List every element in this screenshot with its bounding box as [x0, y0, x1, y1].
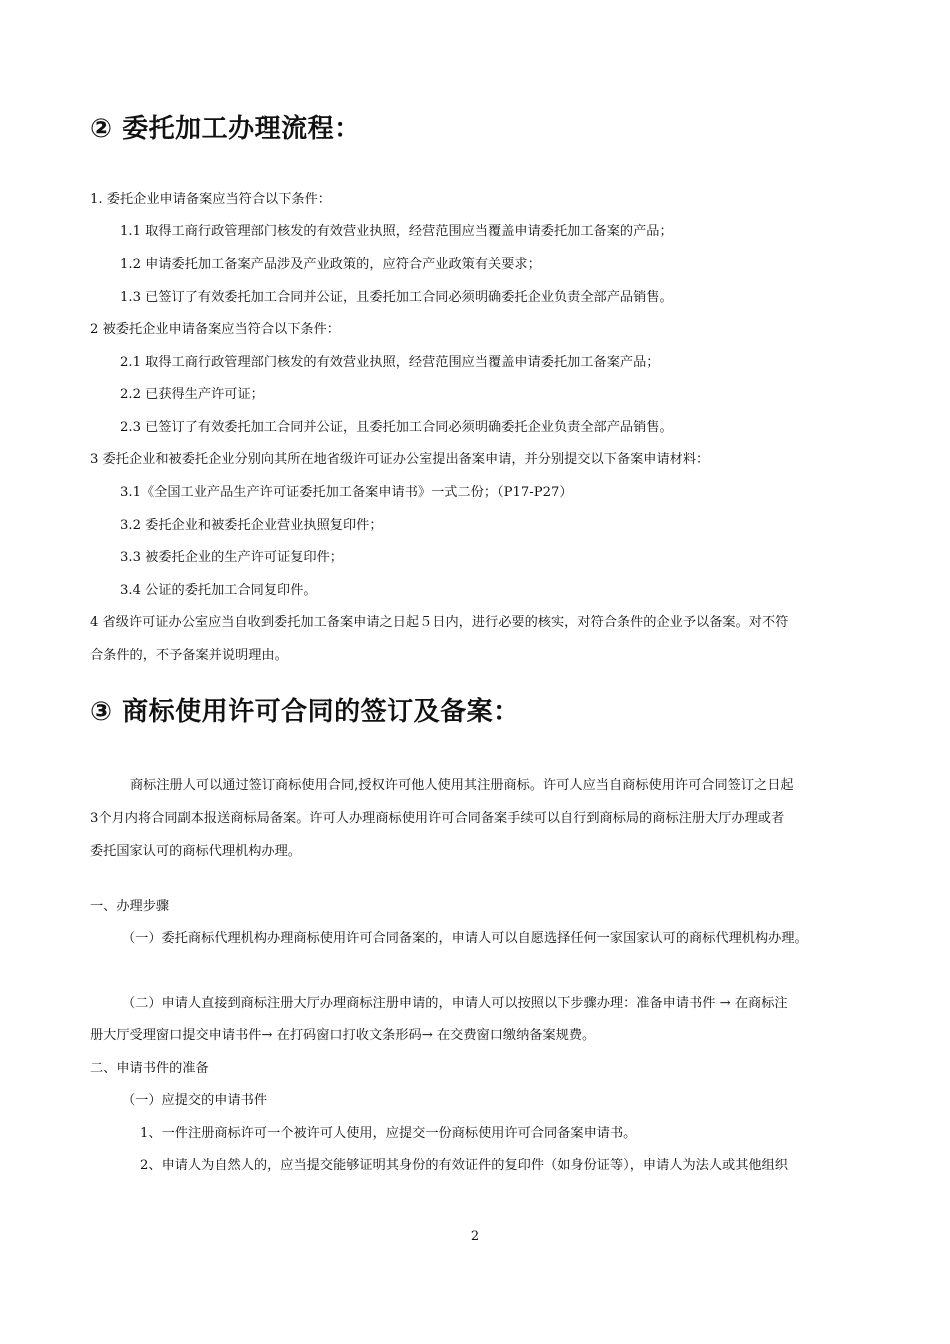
paragraph-line: 3个月内将合同副本报送商标局备案。许可人办理商标使用许可合同备案手续可以自行到商标局的商标注册大厅办理或者 — [90, 811, 785, 826]
list-item: 4 省级许可证办公室应当自收到委托加工备案申请之日起５日内，进行必要的核实，对符合条件的企业予以备案。对不符 — [90, 615, 789, 630]
list-item: 3 委托企业和被委托企业分别向其所在地省级许可证办公室提出备案申请，并分别提交以下备案申请材料： — [90, 452, 710, 467]
list-item: 2 被委托企业申请备案应当符合以下条件： — [90, 322, 340, 337]
list-item: 1. 委托企业申请备案应当符合以下条件： — [90, 192, 331, 207]
paragraph-line: （二）申请人直接到商标注册大厅办理商标注册申请的，申请人可以按照以下步骤办理：准备申请书件 → 在商标注 — [122, 996, 788, 1011]
list-item: 1.3 已签订了有效委托加工合同并公证，且委托加工合同必须明确委托企业负责全部产品销售。 — [120, 290, 673, 305]
paragraph-line: 1、一件注册商标许可一个被许可人使用，应提交一份商标使用许可合同备案申请书。 — [140, 1126, 637, 1141]
list-item: 2.3 已签订了有效委托加工合同并公证，且委托加工合同必须明确委托企业负责全部产品销售。 — [120, 420, 673, 435]
section-heading-trademark-license: ③ 商标使用许可合同的签订及备案： — [90, 697, 520, 727]
subheading: 一、办理步骤 — [90, 899, 170, 914]
page-number: 2 — [470, 1229, 480, 1244]
list-item: 3.2 委托企业和被委托企业营业执照复印件； — [120, 518, 383, 533]
paragraph-line: 商标注册人可以通过签订商标使用合同,授权许可他人使用其注册商标。许可人应当自商标使用许可合同签订之日起 — [130, 778, 794, 793]
list-item: 合条件的，不予备案并说明理由。 — [90, 648, 288, 663]
list-item: 1.1 取得工商行政管理部门核发的有效营业执照，经营范围应当覆盖申请委托加工备案的产品； — [120, 224, 673, 239]
subheading: 二、申请书件的准备 — [90, 1061, 209, 1076]
list-item: 1.2 申请委托加工备案产品涉及产业政策的，应符合产业政策有关要求； — [120, 257, 541, 272]
paragraph-line: （一）委托商标代理机构办理商标使用许可合同备案的，申请人可以自愿选择任何一家国家认可的商标代理机构办理。 — [122, 931, 808, 946]
paragraph-line: 2、申请人为自然人的，应当提交能够证明其身份的有效证件的复印件（如身份证等），申请人为法人或其他组织 — [140, 1158, 788, 1173]
list-item: 3.3 被委托企业的生产许可证复印件； — [120, 550, 343, 565]
subheading: （一）应提交的申请书件 — [122, 1093, 268, 1108]
list-item: 3.1《全国工业产品生产许可证委托加工备案申请书》一式二份；（P17-P27） — [120, 485, 573, 500]
paragraph-line: 委托国家认可的商标代理机构办理。 — [90, 844, 301, 859]
section-heading-entrusted-processing: ② 委托加工办理流程： — [90, 114, 361, 144]
paragraph-line: 册大厅受理窗口提交申请书件→ 在打码窗口打收文条形码→ 在交费窗口缴纳备案规费。 — [90, 1028, 596, 1043]
list-item: 2.1 取得工商行政管理部门核发的有效营业执照，经营范围应当覆盖申请委托加工备案产品； — [120, 355, 660, 370]
list-item: 3.4 公证的委托加工合同复印件。 — [120, 583, 317, 598]
list-item: 2.2 已获得生产许可证； — [120, 387, 264, 402]
